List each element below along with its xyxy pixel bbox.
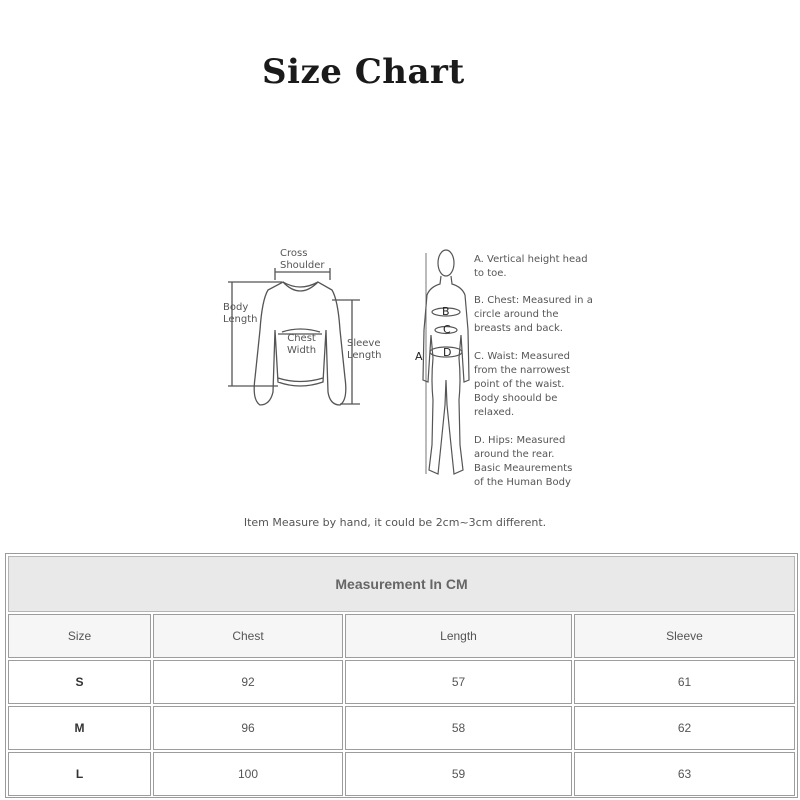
table-cell: 92 bbox=[153, 660, 343, 704]
header-length: Length bbox=[345, 614, 572, 658]
body-drawing bbox=[423, 250, 469, 474]
table-cell: 61 bbox=[574, 660, 795, 704]
cross-shoulder-label: Cross Shoulder bbox=[280, 248, 325, 271]
table-cell: 96 bbox=[153, 706, 343, 750]
table-cell: 58 bbox=[345, 706, 572, 750]
hem-line bbox=[278, 378, 323, 382]
size-table bbox=[5, 553, 798, 798]
legend-d: D. Hips: Measured around the rear. Basic Meaurements of the Human Body bbox=[474, 435, 573, 488]
table-cell: M bbox=[8, 706, 151, 750]
table-cell: 62 bbox=[574, 706, 795, 750]
table-cell: 59 bbox=[345, 752, 572, 796]
legend-a: A. Vertical height head to toe. bbox=[474, 254, 588, 279]
legend-b: B. Chest: Measured in a circle around the breasts and back. bbox=[474, 295, 593, 334]
letter-c: C bbox=[443, 323, 451, 336]
header-chest: Chest bbox=[153, 614, 343, 658]
body-length-label: Body Length bbox=[223, 302, 258, 325]
table-cell: 63 bbox=[574, 752, 795, 796]
letter-d: D bbox=[443, 346, 452, 359]
table-cell: L bbox=[8, 752, 151, 796]
measure-note: Item Measure by hand, it could be 2cm~3cm different. bbox=[243, 516, 547, 529]
page-title: Size Chart bbox=[262, 52, 465, 92]
sleeve-length-label: Sleeve Length bbox=[347, 338, 382, 361]
letter-a: A bbox=[415, 350, 423, 363]
letter-b: B bbox=[442, 305, 450, 318]
table-caption: Measurement In CM bbox=[8, 556, 795, 612]
table-cell: 57 bbox=[345, 660, 572, 704]
legend-c: C. Waist: Measured from the narrowest point of the waist. Body shoould be relaxed. bbox=[474, 351, 571, 418]
chest-width-label: Chest Width bbox=[287, 333, 317, 356]
chest-curve bbox=[282, 329, 320, 332]
header-sleeve: Sleeve bbox=[574, 614, 795, 658]
header-size: Size bbox=[8, 614, 151, 658]
head bbox=[438, 250, 454, 276]
table-cell: 100 bbox=[153, 752, 343, 796]
table-cell: S bbox=[8, 660, 151, 704]
